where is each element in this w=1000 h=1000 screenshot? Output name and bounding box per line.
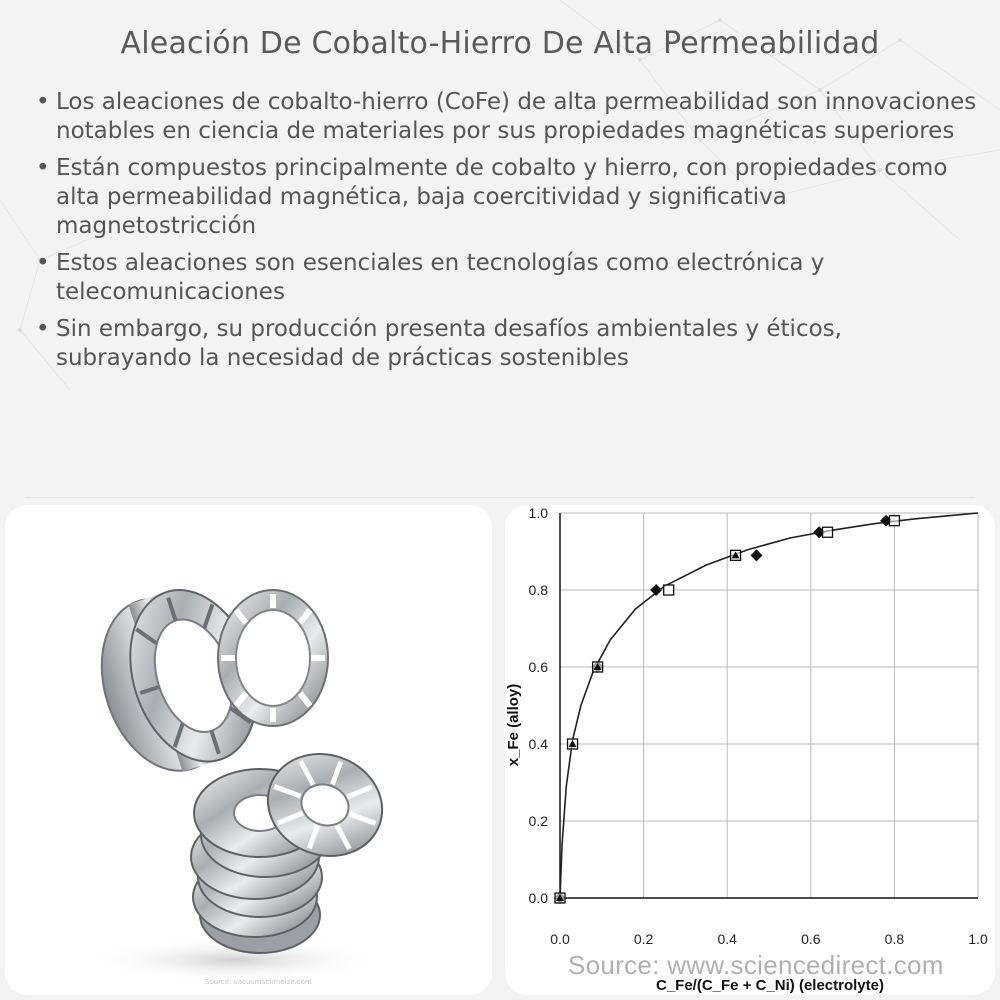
x-axis-label: C_Fe/(C_Fe + C_Ni) (electrolyte) bbox=[656, 977, 884, 994]
x-tick-label: 0.0 bbox=[550, 931, 570, 947]
marker-square bbox=[889, 516, 899, 526]
y-tick-label: 0.6 bbox=[528, 659, 548, 675]
bullet-item: • Los aleaciones de cobalto-hierro (CoFe) de alta permeabilidad son innovaciones notables en ciencia de materiales por sus propiedades magnéticas superiores bbox=[32, 88, 982, 146]
chart-grid bbox=[560, 513, 978, 898]
chart-axes bbox=[560, 513, 978, 898]
marker-diamond bbox=[750, 549, 762, 561]
marker-diamond bbox=[650, 584, 662, 596]
chart-tick-labels bbox=[529, 505, 988, 947]
y-axis-label: x_Fe (alloy) bbox=[505, 683, 522, 767]
page-title: Aleación De Cobalto-Hierro De Alta Permeabilidad bbox=[120, 26, 880, 61]
y-tick-label: 0.2 bbox=[528, 813, 548, 829]
x-tick-label: 0.8 bbox=[884, 931, 905, 947]
x-tick-label: 0.2 bbox=[633, 931, 654, 947]
y-tick-label: 0.0 bbox=[528, 890, 548, 906]
bullet-item: • Estos aleaciones son esenciales en tecnologías como electrónica y telecomunicaciones bbox=[32, 249, 982, 307]
bullet-item: • Están compuestos principalmente de cobalto y hierro, con propiedades como alta permeabilidad magnética, baja coercitividad y significativa magnetostricción bbox=[32, 154, 982, 241]
x-tick-label: 0.6 bbox=[801, 931, 821, 947]
y-tick-label: 0.8 bbox=[528, 582, 548, 598]
y-tick-label: 1.0 bbox=[528, 505, 548, 521]
fit-curve-line bbox=[560, 513, 978, 898]
x-tick-label: 0.4 bbox=[717, 931, 737, 947]
marker-square bbox=[823, 527, 833, 537]
photo-credit: Source: vacuumschmelze.com bbox=[205, 978, 312, 986]
bullet-item: • Sin embargo, su producción presenta desafíos ambientales y éticos, subrayando la necesidad de prácticas sostenibles bbox=[32, 315, 982, 373]
x-tick-label: 1.0 bbox=[968, 931, 988, 947]
y-tick-label: 0.4 bbox=[528, 736, 548, 752]
source-watermark: Source: www.sciencedirect.com bbox=[568, 950, 944, 980]
marker-square bbox=[664, 585, 674, 595]
